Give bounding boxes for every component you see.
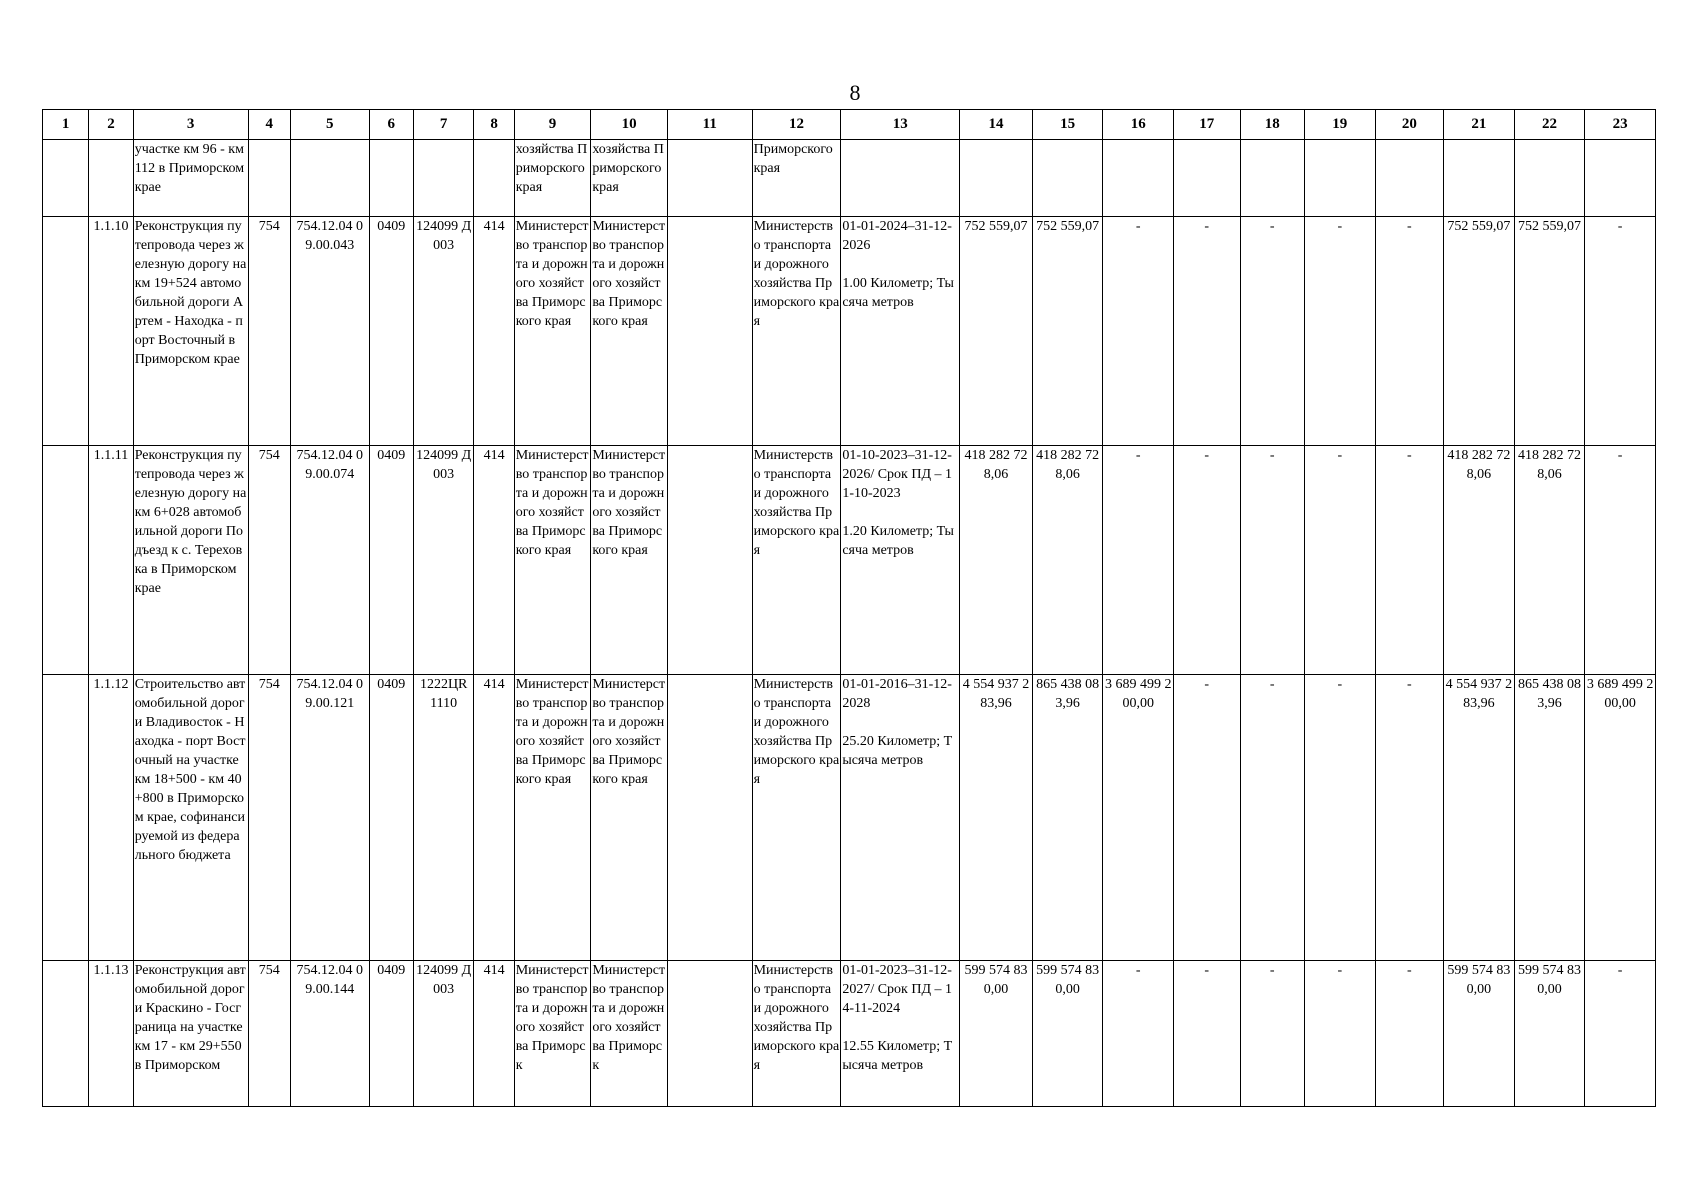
developer-cell: Министерство транспорта и дорожного хозяйства Приморского края (591, 675, 668, 961)
cell-c19: - (1305, 675, 1376, 961)
col-header: 15 (1032, 110, 1103, 140)
cell-c22: 752 559,07 (1514, 217, 1585, 446)
data-table (42, 109, 1656, 1107)
cell-c22: 865 438 083,96 (1514, 675, 1585, 961)
customer-cell: Министерство транспорта и дорожного хозяйства Приморского края (514, 217, 591, 446)
cell-c15: 865 438 083,96 (1032, 675, 1103, 961)
cell-c8: 414 (474, 675, 514, 961)
cell-c20: - (1375, 217, 1444, 446)
col-header: 8 (474, 110, 514, 140)
page-number: 8 (849, 80, 861, 105)
cell-c7: 1222ЦR 1110 (413, 675, 473, 961)
cell-c7: 124099 Д003 (413, 961, 473, 1107)
cell-c14: 599 574 830,00 (960, 961, 1033, 1107)
row-number: 1.1.10 (89, 217, 133, 446)
cell-c16: - (1103, 961, 1174, 1107)
developer-cell: Министерство транспорта и дорожного хозяйства Приморск (591, 961, 668, 1107)
table-row (43, 217, 1656, 446)
cell-c7: 124099 Д003 (413, 446, 473, 675)
cell-c17: - (1173, 961, 1240, 1107)
cell-c16: - (1103, 446, 1174, 675)
cell-c4: 754 (248, 675, 290, 961)
cell-c4: 754 (248, 217, 290, 446)
period-cell (841, 961, 960, 1107)
customer-cell: Министерство транспорта и дорожного хозяйства Приморск (514, 961, 591, 1107)
capacity-text: 1.00 Километр; Тысяча метров (842, 276, 954, 310)
cell-c14: 418 282 728,06 (960, 446, 1033, 675)
period-text: 01-01-2024–31-12-2026 (842, 219, 952, 253)
cell-c6: 0409 (369, 217, 413, 446)
col-header: 19 (1305, 110, 1376, 140)
col-header: 3 (133, 110, 248, 140)
header-row (43, 110, 1656, 140)
cell-c16: - (1103, 217, 1174, 446)
cell-c20: - (1375, 675, 1444, 961)
col-header: 5 (290, 110, 369, 140)
row-number: 1.1.13 (89, 961, 133, 1107)
cell-c5: 754.12.04 09.00.121 (290, 675, 369, 961)
cell-c15: 752 559,07 (1032, 217, 1103, 446)
cell-c6: 0409 (369, 446, 413, 675)
period-text: 01-01-2023–31-12-2027/ Срок ПД – 14-11-2024 (842, 963, 953, 1016)
period-cell (841, 675, 960, 961)
period-cell (841, 446, 960, 675)
cell-c8: 414 (474, 961, 514, 1107)
col-header: 17 (1173, 110, 1240, 140)
col-header: 1 (43, 110, 89, 140)
cell-c19: - (1305, 217, 1376, 446)
col-header: 12 (752, 110, 841, 140)
cell-c4: 754 (248, 446, 290, 675)
table-row (43, 675, 1656, 961)
responsible-cell: Министерство транспорта и дорожного хозяйства Приморского края (752, 961, 841, 1107)
period-cell (841, 217, 960, 446)
cell-c17: - (1173, 217, 1240, 446)
responsible-cell: Приморского края (752, 140, 841, 217)
cell-c17: - (1173, 446, 1240, 675)
cell-c14: 4 554 937 283,96 (960, 675, 1033, 961)
developer-cell: хозяйства Приморского края (591, 140, 668, 217)
cell-c21: 752 559,07 (1444, 217, 1515, 446)
cell-c8: 414 (474, 446, 514, 675)
col-header: 9 (514, 110, 591, 140)
col-header: 2 (89, 110, 133, 140)
col-header: 18 (1240, 110, 1305, 140)
col-header: 4 (248, 110, 290, 140)
cell-c23: - (1585, 217, 1656, 446)
cell-c11 (667, 217, 752, 446)
col-header: 23 (1585, 110, 1656, 140)
cell-c19: - (1305, 961, 1376, 1107)
cell-c22: 418 282 728,06 (1514, 446, 1585, 675)
cell-c5: 754.12.04 09.00.043 (290, 217, 369, 446)
row-number: 1.1.11 (89, 446, 133, 675)
cell-c21: 4 554 937 283,96 (1444, 675, 1515, 961)
period-text: 01-10-2023–31-12-2026/ Срок ПД – 11-10-2023 (842, 448, 953, 501)
cell-c4: 754 (248, 961, 290, 1107)
col-header: 6 (369, 110, 413, 140)
cell-c18: - (1240, 961, 1305, 1107)
col-header: 10 (591, 110, 668, 140)
capacity-text: 1.20 Километр; Тысяча метров (842, 524, 954, 558)
cell-c20: - (1375, 961, 1444, 1107)
cell-c11 (667, 961, 752, 1107)
object-name-cell: участке км 96 - км 112 в Приморском крае (133, 140, 248, 217)
cell-c11 (667, 675, 752, 961)
table-row (43, 961, 1656, 1107)
col-header: 14 (960, 110, 1033, 140)
object-name-cell: Реконструкция автомобильной дороги Краскино - Госграница на участке км 17 - км 29+550 в Приморском (133, 961, 248, 1107)
col-header: 7 (413, 110, 473, 140)
capacity-text: 25.20 Километр; Тысяча метров (842, 734, 953, 768)
responsible-cell: Министерство транспорта и дорожного хозяйства Приморского края (752, 217, 841, 446)
object-name-cell: Реконструкция путепровода через железную дорогу на км 19+524 автомобильной дороги Артем - Находка - порт Восточный в Приморском крае (133, 217, 248, 446)
col-header: 13 (841, 110, 960, 140)
customer-cell: Министерство транспорта и дорожного хозяйства Приморского края (514, 446, 591, 675)
cell-c19: - (1305, 446, 1376, 675)
cell-c18: - (1240, 675, 1305, 961)
cell-c5: 754.12.04 09.00.144 (290, 961, 369, 1107)
cell-c23: 3 689 499 200,00 (1585, 675, 1656, 961)
cell-c18: - (1240, 446, 1305, 675)
period-text: 01-01-2016–31-12-2028 (842, 677, 952, 711)
cell-c21: 418 282 728,06 (1444, 446, 1515, 675)
col-header: 21 (1444, 110, 1515, 140)
continuation-row (43, 140, 1656, 217)
object-name-cell: Строительство автомобильной дороги Владивосток - Находка - порт Восточный на участке км 18+500 - км 40+800 в Приморском крае, софинансируемой из федерального бюджета (133, 675, 248, 961)
cell-c16: 3 689 499 200,00 (1103, 675, 1174, 961)
col-header: 16 (1103, 110, 1174, 140)
cell-c18: - (1240, 217, 1305, 446)
developer-cell: Министерство транспорта и дорожного хозяйства Приморского края (591, 217, 668, 446)
cell-c20: - (1375, 446, 1444, 675)
responsible-cell: Министерство транспорта и дорожного хозяйства Приморского края (752, 675, 841, 961)
cell-c8: 414 (474, 217, 514, 446)
cell-c23: - (1585, 961, 1656, 1107)
object-name-cell: Реконструкция путепровода через железную дорогу на км 6+028 автомобильной дороги Подъезд к с. Тереховка в Приморском крае (133, 446, 248, 675)
cell-c23: - (1585, 446, 1656, 675)
col-header: 20 (1375, 110, 1444, 140)
cell-c6: 0409 (369, 675, 413, 961)
cell-c22: 599 574 830,00 (1514, 961, 1585, 1107)
customer-cell: Министерство транспорта и дорожного хозяйства Приморского края (514, 675, 591, 961)
capacity-text: 12.55 Километр; Тысяча метров (842, 1039, 953, 1073)
customer-cell: хозяйства Приморского края (514, 140, 591, 217)
cell-c21: 599 574 830,00 (1444, 961, 1515, 1107)
cell-c11 (667, 446, 752, 675)
cell-c5: 754.12.04 09.00.074 (290, 446, 369, 675)
cell-c7: 124099 Д003 (413, 217, 473, 446)
cell-c6: 0409 (369, 961, 413, 1107)
cell-c15: 418 282 728,06 (1032, 446, 1103, 675)
table-row (43, 446, 1656, 675)
developer-cell: Министерство транспорта и дорожного хозяйства Приморского края (591, 446, 668, 675)
col-header: 11 (667, 110, 752, 140)
col-header: 22 (1514, 110, 1585, 140)
cell-c15: 599 574 830,00 (1032, 961, 1103, 1107)
responsible-cell: Министерство транспорта и дорожного хозяйства Приморского края (752, 446, 841, 675)
cell-c17: - (1173, 675, 1240, 961)
row-number: 1.1.12 (89, 675, 133, 961)
cell-c14: 752 559,07 (960, 217, 1033, 446)
